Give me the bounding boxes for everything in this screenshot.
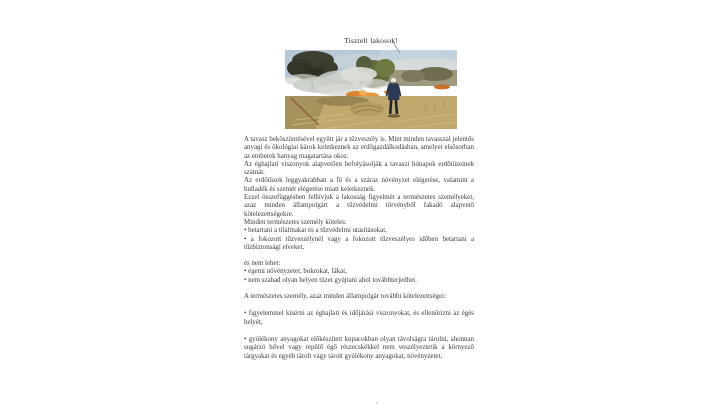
paragraph: Az erdőtüzek leggyakrabban a fű és a száraz növényzet elégetése, valamint a hulladék és szemét elégetése miatt keletkeznek. [244, 177, 474, 193]
bullet-item: • figyelemmel kísérni az éghajlati és időjárási viszonyokat, és ellenőrizni az égés helyét, [244, 310, 474, 326]
paragraph: A tavasz beköszöntésével együtt jár a tűzveszély is. Mint minden tavasszal jelentős anyagi és ökológiai károk keletkeznek az erdőgazdálkodásban, amelyet elsősorban az emberek hanyag magatartása okoz. [244, 136, 474, 160]
bullet-item: • gyúlékony anyagokat előkészített kupacokban olyan távolságra tárolni, ahonnan sugárzó hővel vagy repülő égő részecskékkel nem veszélyeztetik a környező tárgyakat és egyéb tárolt vagy tárolt gyúlékony anyagokat, növényzetet, [244, 335, 474, 360]
section-heading: A természetes személy, azaz minden állampolgár további kötelezettségei: [244, 293, 446, 301]
scan-artifact-dot [376, 402, 378, 404]
document-body [244, 136, 474, 361]
grass-fire-photo [285, 50, 457, 129]
bullet-item: • égetni növényzetet, bokrokat, fákat, [244, 268, 347, 276]
bullet-item: • a fokozott tűzveszélynél vagy a fokozott tűzveszélyes időben betartani a tűzbiztonsági elveket, [244, 235, 474, 251]
photo-field [285, 96, 457, 129]
document-page [244, 36, 474, 361]
section-heading: és nem lehet: [244, 260, 281, 268]
paragraph: Az éghajlati viszonyok alapvetően befolyásolják a tavaszi hónapok erdőtüzeinek számát. [244, 160, 474, 177]
pen-mark-stroke [391, 39, 403, 55]
section-heading: Minden természetes személy köteles: [244, 218, 347, 226]
page-title: Tisztelt lakosok! [344, 36, 398, 45]
bullet-item: • nem szabad olyan helyen tüzet gyújtani ahol továbbterjedhet. [244, 276, 417, 284]
bullet-item: • betartani a tilalmakat és a tűzvédelmi utasításokat, [244, 227, 387, 235]
paragraph: Ezzel összefüggésben felhívjuk a lakosság figyelmét a természetes személyeket, azaz minden állampolgárt a tűzvédelmi törvényből fakadó alapvető kötelezettségekre. [244, 194, 474, 218]
